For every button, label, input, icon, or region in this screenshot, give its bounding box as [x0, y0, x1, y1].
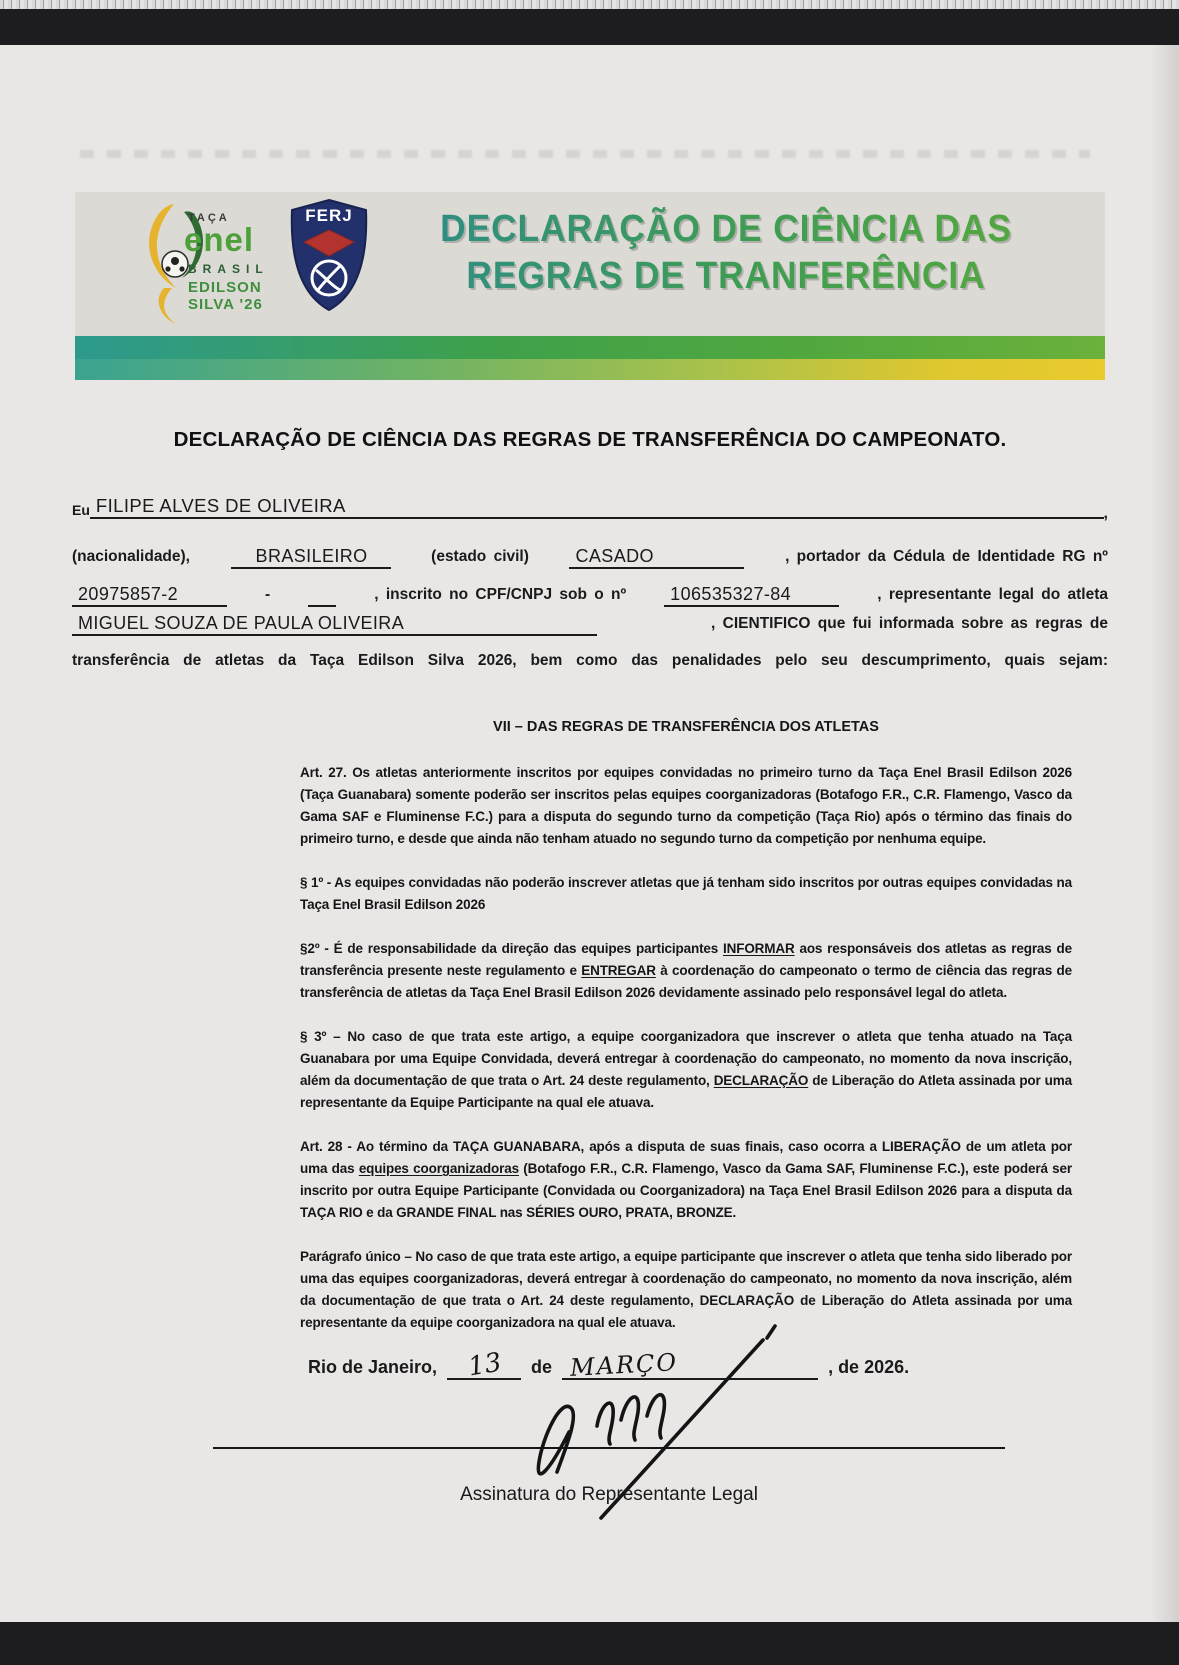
scan-black-bar-bottom: [0, 1622, 1179, 1665]
banner-title: [392, 206, 1060, 300]
athlete-value: MIGUEL SOUZA DE PAULA OLIVEIRA: [78, 613, 405, 633]
name-value: FILIPE ALVES DE OLIVEIRA: [95, 495, 346, 516]
paragraph-unico: Parágrafo único – No caso de que trata este artigo, a equipe participante que inscrever o atleta que tenha sido liberado por uma das equipes coorganizadoras, deverá entregar à coordenação do campeonato, no momento da nova inscrição, além da documentação de que trata o Art. 24 deste regulamento, DECLARAÇÃO de Liberação do Atleta assinada por uma representante da equipe coorganizadora na qual ele atuava.: [300, 1249, 1072, 1330]
nationality-label: (nacionalidade),: [72, 548, 190, 565]
civil-status-label: (estado civil): [431, 548, 529, 565]
rg-value: 20975857-2: [78, 584, 179, 604]
paragraph-2: §2º - É de responsabilidade da direção das equipes participantes INFORMAR aos responsáveis dos atletas as regras de transferência presente neste regulamento e ENTREGAR à coordenação do campeonato o termo de ciência das regras de transferência de atletas da Taça Enel Brasil Edilson 2026 devidamente assinado pelo responsável legal do atleta.: [300, 941, 1072, 1000]
cientifico-label: , CIENTIFICO que fui informada sobre as regras de: [711, 615, 1108, 632]
paragraph-art27: Art. 27. Os atletas anteriormente inscritos por equipes convidadas no primeiro turno da Taça Enel Brasil Edilson 2026 (Taça Guanabara) somente poderão ser inscritos pelas equipes coorganizadoras (Botafogo F.R., C.R. Flamengo, Vasco da Gama SAF e Fluminense F.C.) para a disputa do segundo turno da competição (Taça Rio) após o término das finais do primeiro turno, e desde que ainda não tenham atuado no segundo turno da competição por nenhuma equipe.: [300, 765, 1072, 846]
logo-edilson-word: EDILSON: [188, 279, 262, 296]
logo-taca-word: TAÇA: [188, 212, 230, 224]
name-field: [90, 495, 1104, 519]
banner-title-line2: REGRAS DE TRANFERÊNCIA: [415, 253, 1036, 300]
scan-black-bar-top: [0, 9, 1179, 45]
ferj-shield-label: FERJ: [305, 206, 353, 225]
date-year-label: , de 2026.: [828, 1357, 910, 1377]
section-heading: VII – DAS REGRAS DE TRANSFERÊNCIA DOS ATLETAS: [493, 719, 879, 735]
date-day-handwritten: 13: [465, 1347, 504, 1383]
date-city-label: Rio de Janeiro,: [308, 1357, 438, 1377]
form-row-rg-cpf: [72, 581, 1108, 607]
gradient-band-top: [75, 336, 1105, 359]
date-month-handwritten: MARÇO: [569, 1348, 679, 1382]
gradient-band-bottom: [75, 359, 1105, 380]
cpf-value: 106535327-84: [670, 584, 792, 604]
date-de-label: de: [531, 1357, 553, 1377]
row1-comma: ,: [1103, 505, 1108, 522]
signature-label: Assinatura do Representante Legal: [460, 1484, 758, 1505]
rules-body: [300, 716, 1072, 1356]
form-row-athlete: [72, 610, 1108, 636]
paragraph-1: § 1º - As equipes convidadas não poderão inscrever atletas que já tenham sido inscritos por outras equipes convidadas na Taça Enel Brasil Edilson 2026: [300, 875, 1072, 912]
rg-label: , portador da Cédula de Identidade RG nº: [785, 548, 1108, 565]
nationality-value: BRASILEIRO: [255, 546, 368, 566]
form-closing-line: transferência de atletas da Taça Edilson Silva 2026, bem como das penalidades pelo seu descumprimento, quais sejam:: [72, 652, 1108, 669]
civil-status-field: [569, 546, 744, 569]
form-row-nationality: [72, 543, 1108, 569]
cpf-field: [664, 584, 839, 607]
ink-bleed-through: [80, 150, 1090, 158]
scanner-edge-strip: [0, 0, 1179, 9]
page-edge-shadow: [1150, 45, 1179, 1622]
form-row-name: [72, 491, 1108, 522]
cpf-label: , inscrito no CPF/CNPJ sob o nº: [374, 586, 627, 603]
banner-title-line1: DECLARAÇÃO DE CIÊNCIA DAS: [415, 206, 1036, 253]
representative-label: , representante legal do atleta: [877, 586, 1108, 603]
logo-silva-word: SILVA '26: [188, 296, 263, 313]
civil-status-value: CASADO: [575, 546, 654, 566]
athlete-field: [72, 613, 597, 636]
paragraph-3: § 3º – No caso de que trata este artigo, a equipe coorganizadora que inscrever o atleta que tenha atuado na Taça Guanabara por uma Equipe Convidada, deverá entregar à coordenação do campeonato, no momento da nova inscrição, além da documentação de que trata o Art. 24 deste regulamento, DECLARAÇÃO de Liberação do Atleta assinada por uma representante da Equipe Participante na qual ele atuava.: [300, 1029, 1072, 1110]
eu-label: Eu: [72, 502, 90, 518]
logo-brasil-word: BRASIL: [188, 262, 269, 276]
document-title: DECLARAÇÃO DE CIÊNCIA DAS REGRAS DE TRANSFERÊNCIA DO CAMPEONATO.: [173, 428, 1007, 451]
paragraph-art28: Art. 28 - Ao término da TAÇA GUANABARA, após a disputa de suas finais, caso ocorra a LIBERAÇÃO de um atleta por uma das equipes coorganizadoras (Botafogo F.R., C.R. Flamengo, Vasco da Gama SAF, Fluminense F.C.), este poderá ser inscrito por outra Equipe Participante (Convidada ou Coorganizadora) na Taça Enel Brasil Edilson 2026 para a disputa da TAÇA RIO e da GRANDE FINAL nas SÉRIES OURO, PRATA, BRONZE.: [300, 1139, 1072, 1220]
rg-digit-field: [308, 605, 336, 607]
logo-enel-word: enel: [184, 221, 255, 258]
rg-dash: -: [265, 586, 271, 603]
nationality-field: [231, 546, 391, 569]
rg-field: [72, 584, 227, 607]
